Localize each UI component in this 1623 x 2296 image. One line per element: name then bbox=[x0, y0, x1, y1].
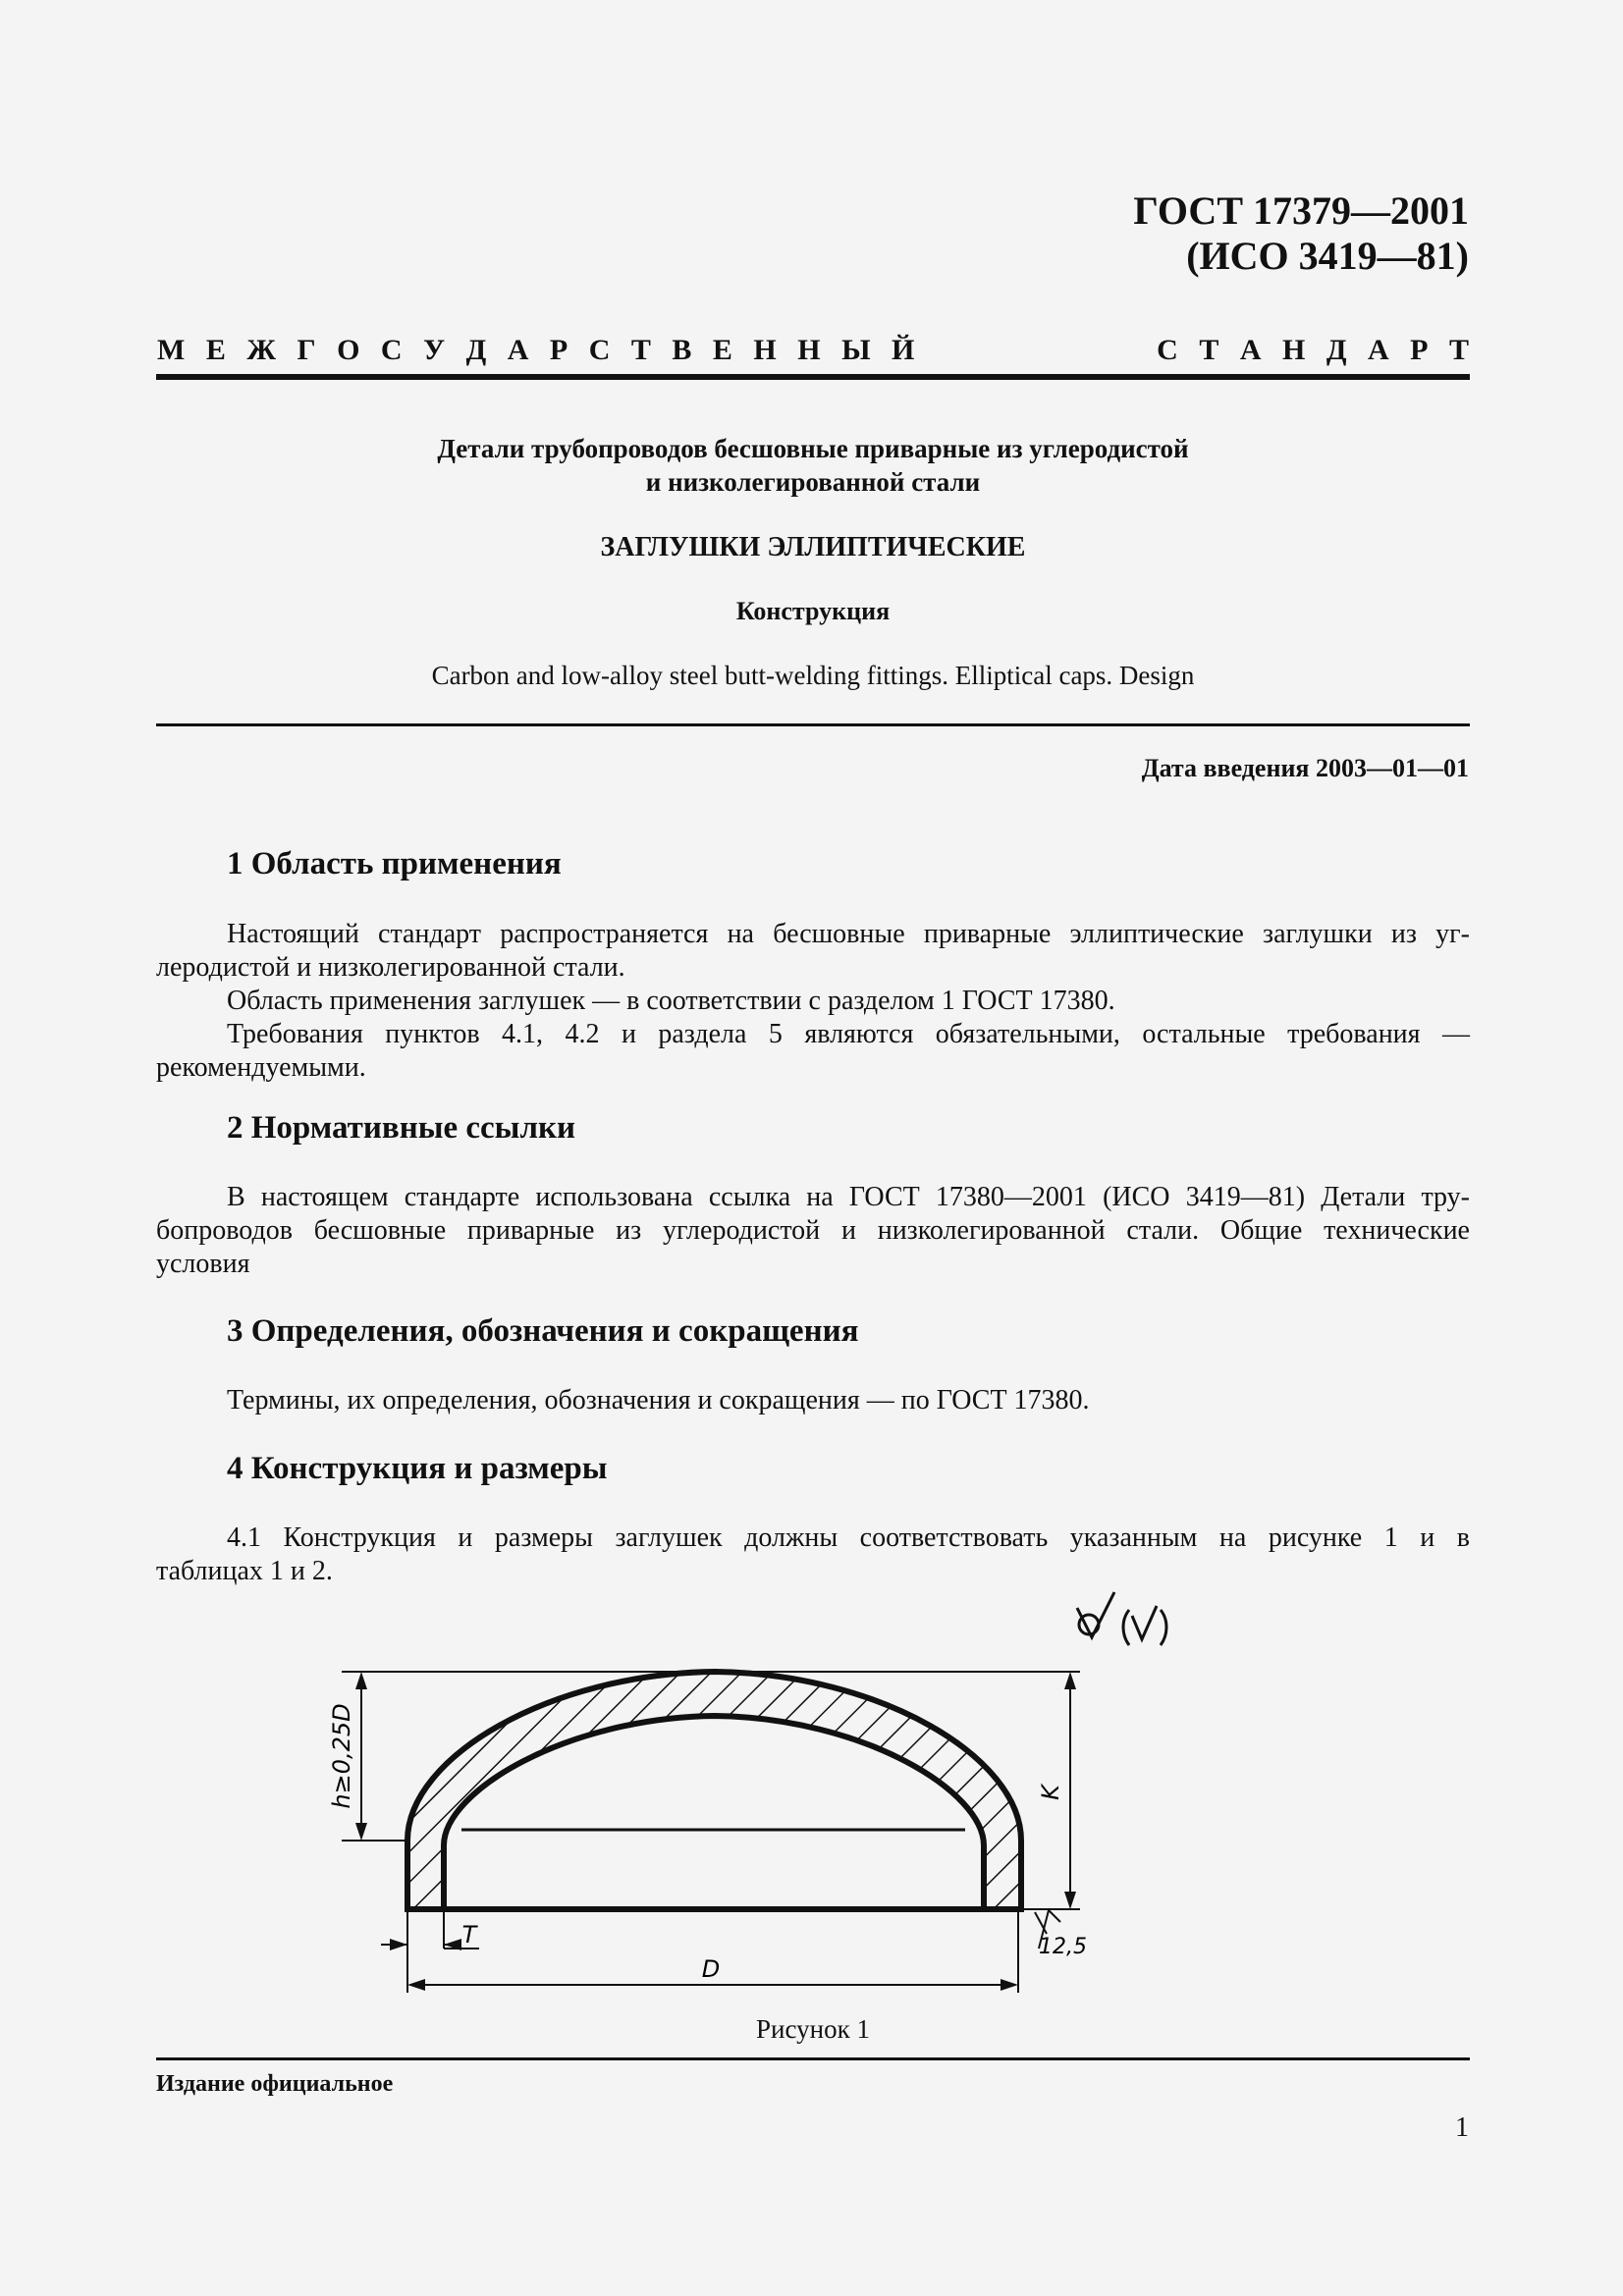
label-h: h≥0,25D bbox=[328, 1703, 355, 1809]
section-3-heading: 3 Определения, обозначения и сокращения bbox=[227, 1313, 859, 1349]
section-1-p3-line1: Требования пунктов 4.1, 4.2 и раздела 5 являются обязательными, остальные требования — bbox=[227, 1019, 1470, 1049]
subject-line-2: и низколегированной стали bbox=[645, 467, 981, 497]
english-title: Carbon and low-alloy steel butt-welding fittings. Elliptical caps. Design bbox=[431, 661, 1195, 690]
iso-number: (ИСО 3419—81) bbox=[1186, 234, 1469, 278]
section-3-body bbox=[156, 1384, 1470, 1417]
section-4-p1-line1: 4.1 Конструкция и размеры заглушек должны соответствовать указанным на рисунке 1 и в bbox=[227, 1522, 1470, 1553]
section-1-p3-line2: рекомендуемыми. bbox=[156, 1052, 366, 1083]
section-2-heading: 2 Нормативные ссылки bbox=[227, 1110, 575, 1146]
banner-word-interstate: М Е Ж Г О С У Д А Р С Т В Е Н Н Ы Й bbox=[157, 334, 915, 366]
section-1-heading: 1 Область применения bbox=[227, 846, 562, 881]
base-roughness-mark bbox=[1035, 1910, 1087, 1959]
footer-rule bbox=[156, 2057, 1470, 2060]
section-4-p1-line2: таблицах 1 и 2. bbox=[156, 1556, 333, 1586]
label-t: T bbox=[461, 1921, 477, 1949]
section-3-p1: Термины, их определения, обозначения и сокращения — по ГОСТ 17380. bbox=[227, 1385, 1090, 1415]
dimension-d bbox=[407, 1914, 1018, 1993]
section-1-p2: Область применения заглушек — в соответствии с разделом 1 ГОСТ 17380. bbox=[227, 986, 1115, 1016]
section-1-body bbox=[156, 918, 1470, 1085]
label-roughness: 12,5 bbox=[1039, 1935, 1087, 1959]
interstate-standard-banner bbox=[157, 334, 1469, 367]
label-d: D bbox=[701, 1955, 721, 1983]
section-2-p1-line2: бопроводов бесшовные приварные из углеродистой и низколегированной стали. Общие технические bbox=[156, 1215, 1470, 1246]
section-2-body bbox=[156, 1181, 1470, 1281]
banner-word-standard: С Т А Н Д А Р Т bbox=[1157, 334, 1469, 366]
document-subject bbox=[156, 432, 1470, 499]
document-subtitle: Конструкция bbox=[735, 597, 891, 625]
dimension-t bbox=[381, 1921, 479, 1950]
figure-1-elliptical-cap-drawing bbox=[324, 1580, 1208, 2002]
edition-note: Издание официальное bbox=[156, 2071, 394, 2097]
section-1-p1-line1: Настоящий стандарт распространяется на бесшовные приварные эллиптические заглушки из уг- bbox=[227, 919, 1470, 949]
page-number: 1 bbox=[1455, 2112, 1469, 2143]
section-4-heading: 4 Конструкция и размеры bbox=[227, 1451, 608, 1486]
dimension-k bbox=[1037, 1672, 1076, 1909]
section-2-p1-line3: условия bbox=[156, 1249, 250, 1279]
figure-caption: Рисунок 1 bbox=[756, 2014, 870, 2044]
subject-line-1: Детали трубопроводов бесшовные приварные из углеродистой bbox=[437, 434, 1189, 463]
dimension-h bbox=[328, 1672, 367, 1841]
label-k: K bbox=[1037, 1785, 1064, 1800]
section-1-p1-line2: леродистой и низколегированной стали. bbox=[156, 952, 625, 983]
section-4-body bbox=[156, 1522, 1470, 1588]
header-rule bbox=[156, 374, 1470, 380]
section-2-p1-line1: В настоящем стандарте использована ссылка на ГОСТ 17380—2001 (ИСО 3419—81) Детали тру- bbox=[227, 1182, 1470, 1212]
document-title: ЗАГЛУШКИ ЭЛЛИПТИЧЕСКИЕ bbox=[600, 532, 1026, 562]
gost-number: ГОСТ 17379—2001 bbox=[1133, 188, 1469, 233]
introduction-date: Дата введения 2003—01—01 bbox=[1141, 754, 1469, 782]
title-rule bbox=[156, 723, 1470, 726]
roughness-symbol-icon bbox=[1077, 1592, 1166, 1645]
gost-designation bbox=[1133, 188, 1469, 279]
